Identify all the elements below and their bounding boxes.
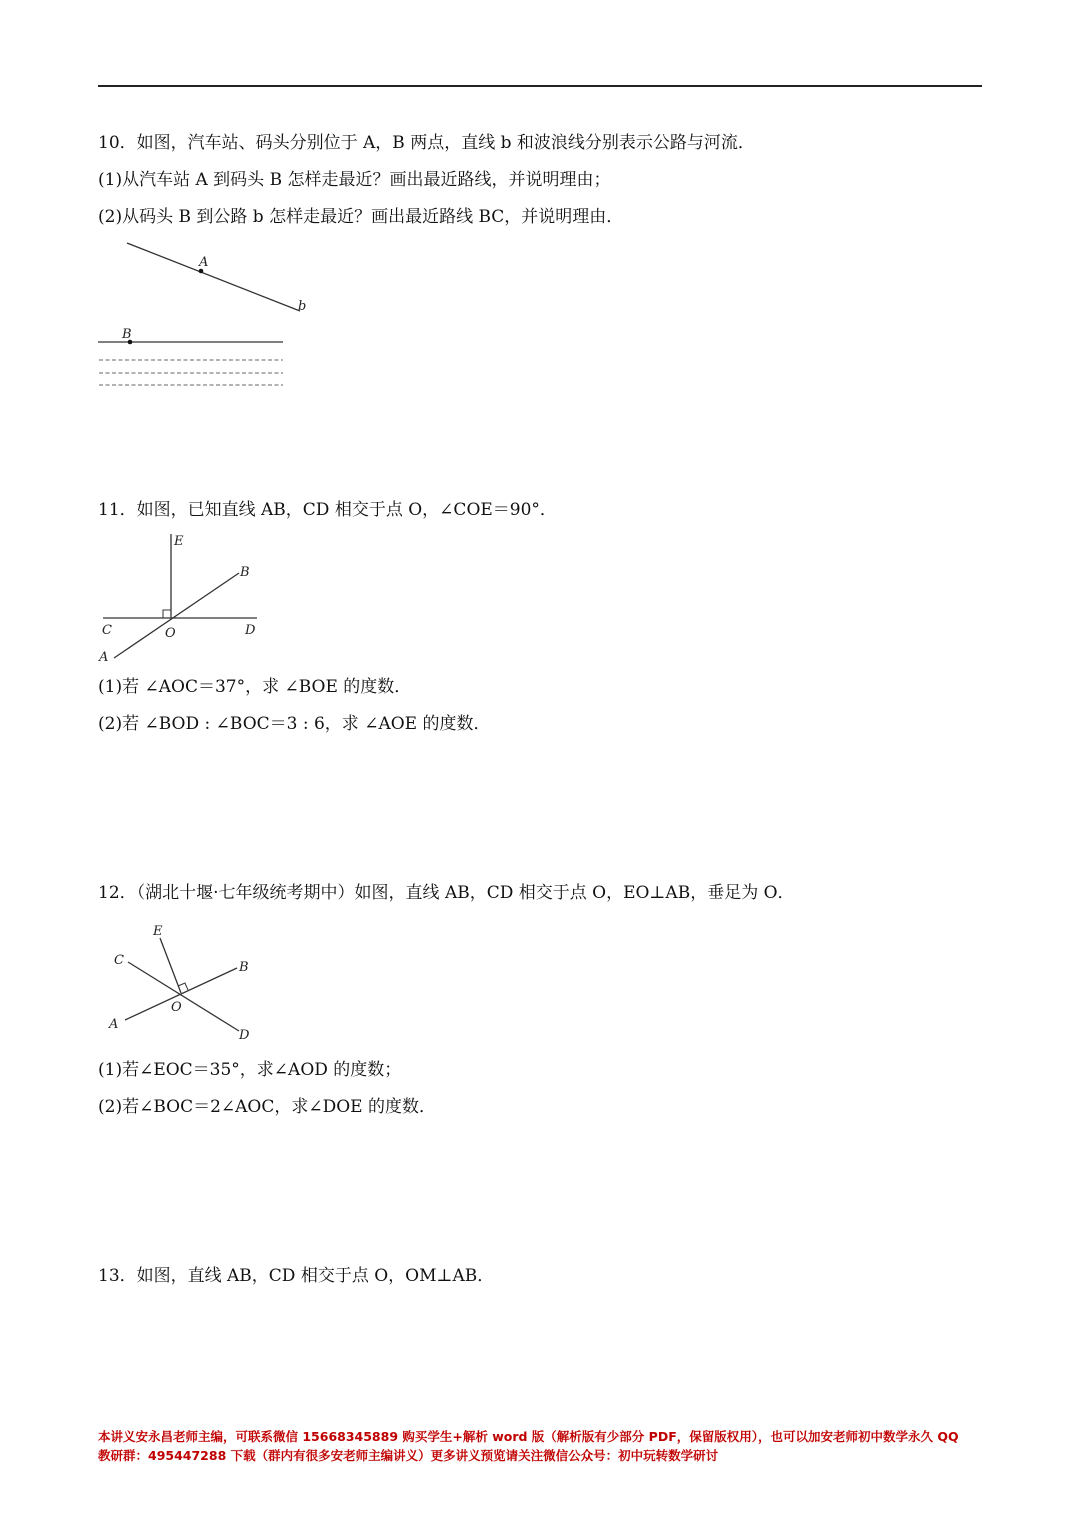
label-o: O	[165, 626, 176, 641]
problem-13-stem: 13．如图，直线 AB，CD 相交于点 O，OM⊥AB．	[98, 1266, 495, 1286]
problem-12-question-2: (2)若∠BOC＝2∠AOC，求∠DOE 的度数．	[98, 1097, 436, 1117]
label-d: D	[245, 623, 256, 638]
problem-10-question-1: (1)从汽车站 A 到码头 B 怎样走最近？画出最近路线，并说明理由；	[98, 170, 611, 190]
label-d: D	[239, 1028, 250, 1043]
problem-10-question-2: (2)从码头 B 到公路 b 怎样走最近？画出最近路线 BC，并说明理由．	[98, 207, 624, 227]
road-line-b	[127, 243, 300, 311]
line-ab	[114, 573, 239, 658]
problem-12-figure	[95, 920, 270, 1045]
label-b: B	[240, 565, 250, 580]
label-e: E	[174, 534, 184, 549]
footer-line-2: 教研群：495447288 下载（群内有很多安老师主编讲义）更多讲义预览请关注微信公众号：初中玩转数学研讨	[98, 1448, 719, 1463]
problem-11-question-1: (1)若 ∠AOC＝37°，求 ∠BOE 的度数．	[98, 677, 412, 697]
right-angle-mark	[163, 610, 171, 618]
label-b-road: b	[298, 299, 307, 314]
label-c: C	[102, 623, 112, 638]
problem-12-question-1: (1)若∠EOC＝35°，求∠AOD 的度数；	[98, 1060, 402, 1080]
label-c: C	[114, 953, 124, 968]
line-cd	[128, 962, 239, 1031]
problem-11-stem: 11．如图，已知直线 AB，CD 相交于点 O，∠COE＝90°．	[98, 500, 557, 520]
header-rule	[98, 85, 982, 87]
problem-11-question-2: (2)若 ∠BOD : ∠BOC＝3 : 6，求 ∠AOE 的度数．	[98, 714, 491, 734]
label-a: A	[199, 255, 209, 270]
label-e: E	[153, 924, 163, 939]
label-a: A	[99, 650, 109, 665]
label-a: A	[109, 1017, 119, 1032]
problem-10-figure	[95, 238, 325, 398]
problem-11-figure	[95, 530, 270, 665]
problem-10-stem: 10．如图，汽车站、码头分别位于 A，B 两点，直线 b 和波浪线分别表示公路与河流．	[98, 133, 755, 153]
footer-line-1: 本讲义安永昌老师主编，可联系微信 15668345889 购买学生+解析 word 版（解析版有少部分 PDF，保留版权用），也可以加安老师初中数学永久 QQ	[98, 1429, 959, 1444]
label-o: O	[171, 1000, 182, 1015]
problem-12-stem: 12．（湖北十堰·七年级统考期中）如图，直线 AB，CD 相交于点 O，EO⊥AB，垂足为 O．	[98, 883, 795, 903]
footer-note	[98, 1427, 988, 1465]
ray-oe	[160, 938, 181, 993]
label-b: B	[239, 960, 249, 975]
label-b-dock: B	[122, 327, 132, 342]
